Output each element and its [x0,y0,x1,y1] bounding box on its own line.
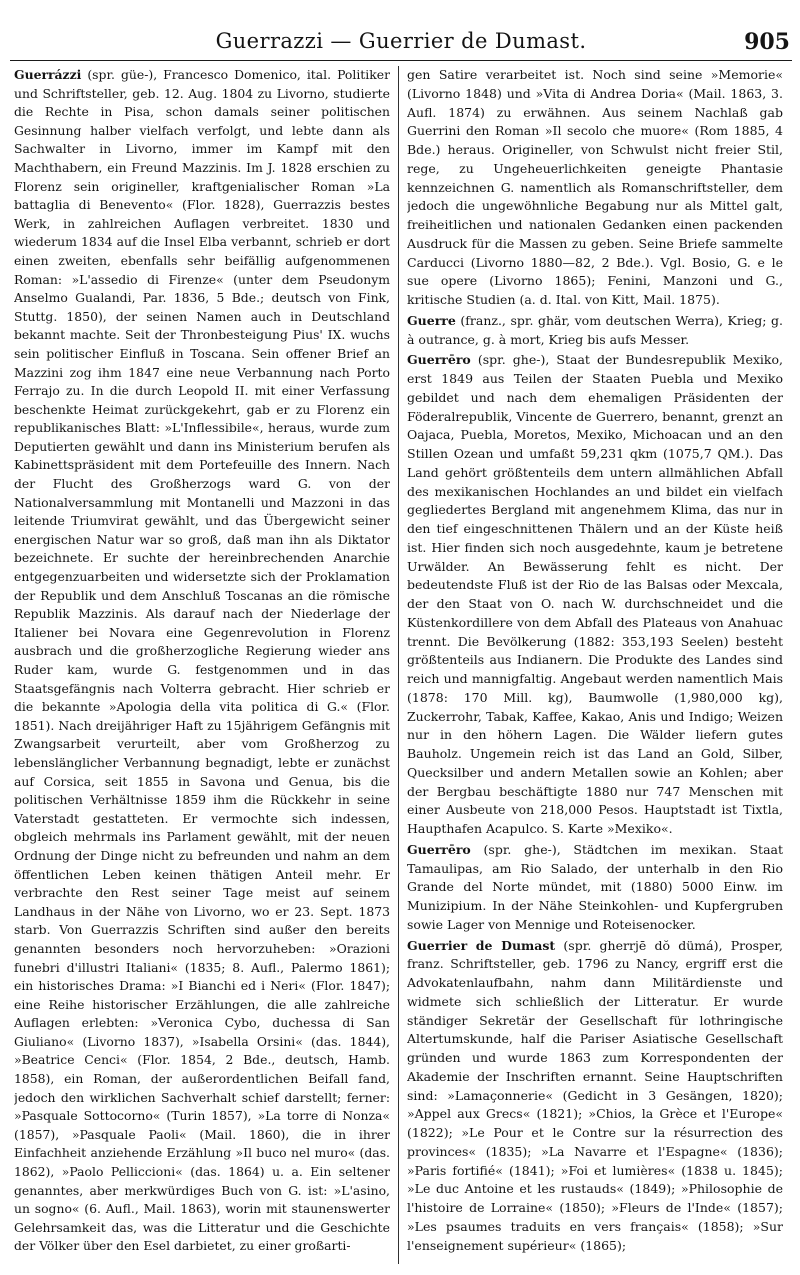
column-divider [398,66,399,1264]
entry-guerrazzi-continued [407,66,783,310]
entry-headword: Guerrier de Dumast [407,937,556,953]
entry-text: (spr. gherrjē dŏ dümá), Prosper, franz. Schriftsteller, geb. 1796 zu Nancy, ergriff erst die Advokatenlaufbahn, nahm dann Militärdienste und widmete sich schließlich der Litteratur. Er wurde ständiger Sekretär der Gesellschaft für lothringische Altertumskunde, half die Pariser Asiatische Gesellschaft gründen und wurde 1863 zum Korrespondenten der Akademie der Inschriften ernannt. Seine Hauptschriften sind: »Lamaçonnerie« (Gedicht in 3 Gesängen, 1820); »Appel aux Grecs« (1821); »Chios, la Grèce et l'Europe« (1822); »Le Pour et le Contre sur la résurrection des provinces« (1835); »La Navarre et l'Espagne« (1836); »Paris fortifié« (1841); »Foi et lumières« (1838 u. 1845); »Le duc Antoine et les rustauds« (1849); »Philosophie de l'histoire de Lorraine« (1850); »Fleurs de l'Inde« (1857); »Les psaumes traduits en vers français« (1858); »Sur l'enseignement supérieur« (1865); [407,937,783,1253]
entry-guerre [407,312,783,350]
entry-guerrier-de-dumast [407,937,783,1256]
entry-text: (franz., spr. ghär, vom deutschen Werra), Krieg; g. à outrance, g. à mort, Krieg bis aufs Messer. [407,312,783,347]
entry-headword: Guerrázzi [14,67,82,82]
running-title: Guerrazzi — Guerrier de Dumast. [215,29,587,53]
page-header [10,26,792,61]
entry-headword: Guerrēro [407,841,471,857]
left-column [14,66,390,1266]
entry-text: (spr. güe-), Francesco Domenico, ital. Politiker und Schriftsteller, geb. 12. Aug. 1804 zu Livorno, studierte die Rechte in Pisa, schon damals seiner politischen Gesinnung halber vielfach verfolgt, und lebte dann als Sachwalter in Livorno, immer im Kampf mit den Machthabern, ein Freund Mazzinis. Im J. 1828 erschien zu Florenz sein origineller, kraftgenialischer Roman »La battaglia di Benevento« (Flor. 1828), Guerrazzis bestes Werk, in zahlreichen Auflagen verbreitet. 1830 und wiederum 1834 auf die Insel Elba verbannt, schrieb er dort einen zweiten, ebenfalls sehr beifällig aufgenommenen Roman: »L'assedio di Firenze« (unter dem Pseudonym Anselmo Gualandi, Par. 1836, 5 Bde.; deutsch von Fink, Stuttg. 1850), der seinen Namen auch in Deutschland bekannt machte. Seit der Thronbesteigung Pius' IX. wuchs sein politischer Einfluß in Toscana. Sein offener Brief an Mazzini zog ihm 1847 eine neue Verbannung nach Porto Ferrajo zu. In die durch Leopold II. mit einer Verfassung beschenkte Heimat zurückgekehrt, gab er zu Florenz ein republikanisches Blatt: »L'Inflessibile«, heraus, wurde zum Deputierten gewählt und dann ins Ministerium berufen als Kabinettspräsident mit dem Portefeuille des Innern. Nach der Flucht des Großherzogs ward G. von der Nationalversammlung mit Montanelli und Mazzoni in das leitende Triumvirat gewählt, und das Übergewicht seiner energischen Natur war so groß, daß man ihn als Diktator bezeichnete. Er suchte der hereinbrechenden Anarchie entgegenzuarbeiten und widersetzte sich der Proklamation der Republik und dem Anschluß Toscanas an die römische Republik Mazzinis. Als darauf nach der Niederlage der Italiener bei Novara eine Gegenrevolution in Florenz ausbrach und die großherzogliche Regierung wieder ans Ruder kam, wurde G. festgenommen und in das Staatsgefängnis nach Volterra gebracht. Hier schrieb er die bekannte »Apologia della vita politica di G.« (Flor. 1851). Nach dreijähriger Haft zu 15jährigem Gefängnis mit Zwangsarbeit verurteilt, aber vom Großherzog zu lebenslänglicher Verbannung begnadigt, lebte er zunächst auf Corsica, seit 1855 in Savona und Genua, bis die politischen Verhältnisse 1859 ihm die Rückkehr in seine Vaterstadt gestatteten. Er vermochte sich indessen, obgleich mehrmals ins Parlament gewählt, mit der neuen Ordnung der Dinge nicht zu befreunden und nahm an dem öffentlichen Leben keinen thätigen Anteil mehr. Er verbrachte den Rest seiner Tage meist auf seinem Landhaus in der Nähe von Livorno, wo er 23. Sept. 1873 starb. Von Guerrazzis Schriften sind außer den bereits genannten besonders noch hervorzuheben: »Orazioni funebri d'illustri Italiani« (1835; 8. Aufl., Palermo 1861); ein historisches Drama: »I Bianchi ed i Neri« (Flor. 1847); eine Reihe historischer Erzählungen, die alle zahlreiche Auflagen erlebten: »Veronica Cybo, duchessa di San Giuliano« (Livorno 1837), »Isabella Orsini« (das. 1844), »Beatrice Cenci« (Flor. 1854, 2 Bde., deutsch, Hamb. 1858), ein Roman, der außerordentlichen Beifall fand, jedoch den wirklichen Sachverhalt schief darstellt; ferner: »Pasquale Sottocorno« (Turin 1857), »La torre di Nonza« (1857), »Pasquale Paoli« (Mail. 1860), die in ihrer Einfachheit anziehende Erzählung »Il buco nel muro« (das. 1862), »Paolo Pelliccioni« (das. 1864) u. a. Ein seltener genanntes, aber merkwürdiges Buch von G. ist: »L'asino, un sogno« (6. Aufl., Mail. 1863), worin mit staunenswerter Gelehrsamkeit das, was die Litteratur und die Geschichte der Völker über den Esel darbietet, zu einer großarti- [14,67,390,1254]
entry-text: (spr. ghe-), Staat der Bundesrepublik Mexiko, erst 1849 aus Teilen der Staaten Puebla und Mexiko gebildet und nach dem ehemaligen Präsidenten der Föderalrepublik, Vincente de Guerrero, benannt, grenzt an Oajaca, Puebla, Moretos, Mexiko, Michoacan und an den Stillen Ozean und umfaßt 59,231 qkm (1075,7 QM.). Das Land gehört größtenteils dem untern allmählichen Abfall des mexikanischen Hochlandes an und bildet ein vielfach gegliedertes Bergland mit angenehmem Klima, das nur in den tief eingeschnittenen Thälern und an der Küste heiß ist. Hier finden sich noch ausgedehnte, kaum je betretene Urwälder. An Bewässerung fehlt es nicht. Der bedeutendste Fluß ist der Rio de las Balsas oder Mexcala, der den Staat von O. nach W. durchschneidet und die Küstenkordillere von dem Abfall des Plateaus von Anahuac trennt. Die Bevölkerung (1882: 353,193 Seelen) besteht größtenteils aus Indianern. Die Produkte des Landes sind reich und mannigfaltig. Angebaut werden namentlich Mais (1878: 170 Mill. kg), Baumwolle (1,980,000 kg), Zuckerrohr, Tabak, Kaffee, Kakao, Anis und Indigo; Weizen nur in den höhern Lagen. Die Wälder liefern gutes Bauholz. Ungemein reich ist das Land an Gold, Silber, Quecksilber und andern Metallen sowie an Kohlen; aber der Bergbau beschäftigte 1880 nur 747 Menschen mit einer Ausbeute von 218,000 Pesos. Hauptstadt ist Tixtla, Haupthafen Acapulco. S. Karte »Mexiko«. [407,352,783,836]
entry-text: (spr. ghe-), Städtchen im mexikan. Staat Tamaulipas, am Rio Salado, der unterhalb in den Rio Grande del Norte mündet, mit (1880) 5000 Einw. im Munizipium. In der Nähe Steinkohlen- und Kupfergruben sowie Lager von Mennige und Roteisenocker. [407,841,783,932]
page-number: 905 [744,29,790,55]
entry-text: gen Satire verarbeitet ist. Noch sind seine »Memorie« (Livorno 1848) und »Vita di Andrea Doria« (Mail. 1863, 3. Aufl. 1874) zu erwähnen. Aus seinem Nachlaß gab Guerrini den Roman »Il secolo che muore« (Rom 1885, 4 Bde.) heraus. Origineller, von Schwulst nicht freier Stil, rege, zu Ungeheuerlichkeiten geneigte Phantasie kennzeichnen G. namentlich als Romanschriftsteller, dem jedoch die ungewöhnliche Begabung nur als Mittel galt, freiheitlichen und nationalen Gedanken einen packenden Ausdruck für die Massen zu geben. Seine Briefe sammelte Carducci (Livorno 1880—82, 2 Bde.). Vgl. Bosio, G. e le sue opere (Livorno 1865); Fenini, Manzoni und G., kritische Studien (a. d. Ital. von Kitt, Mail. 1875). [407,67,783,307]
entry-guerrazzi [14,66,390,1256]
entry-guerrero-state [407,351,783,839]
entry-guerrero-town [407,841,783,935]
entry-headword: Guerre [407,312,456,328]
entry-headword: Guerrēro [407,352,471,368]
right-column [407,66,783,1266]
